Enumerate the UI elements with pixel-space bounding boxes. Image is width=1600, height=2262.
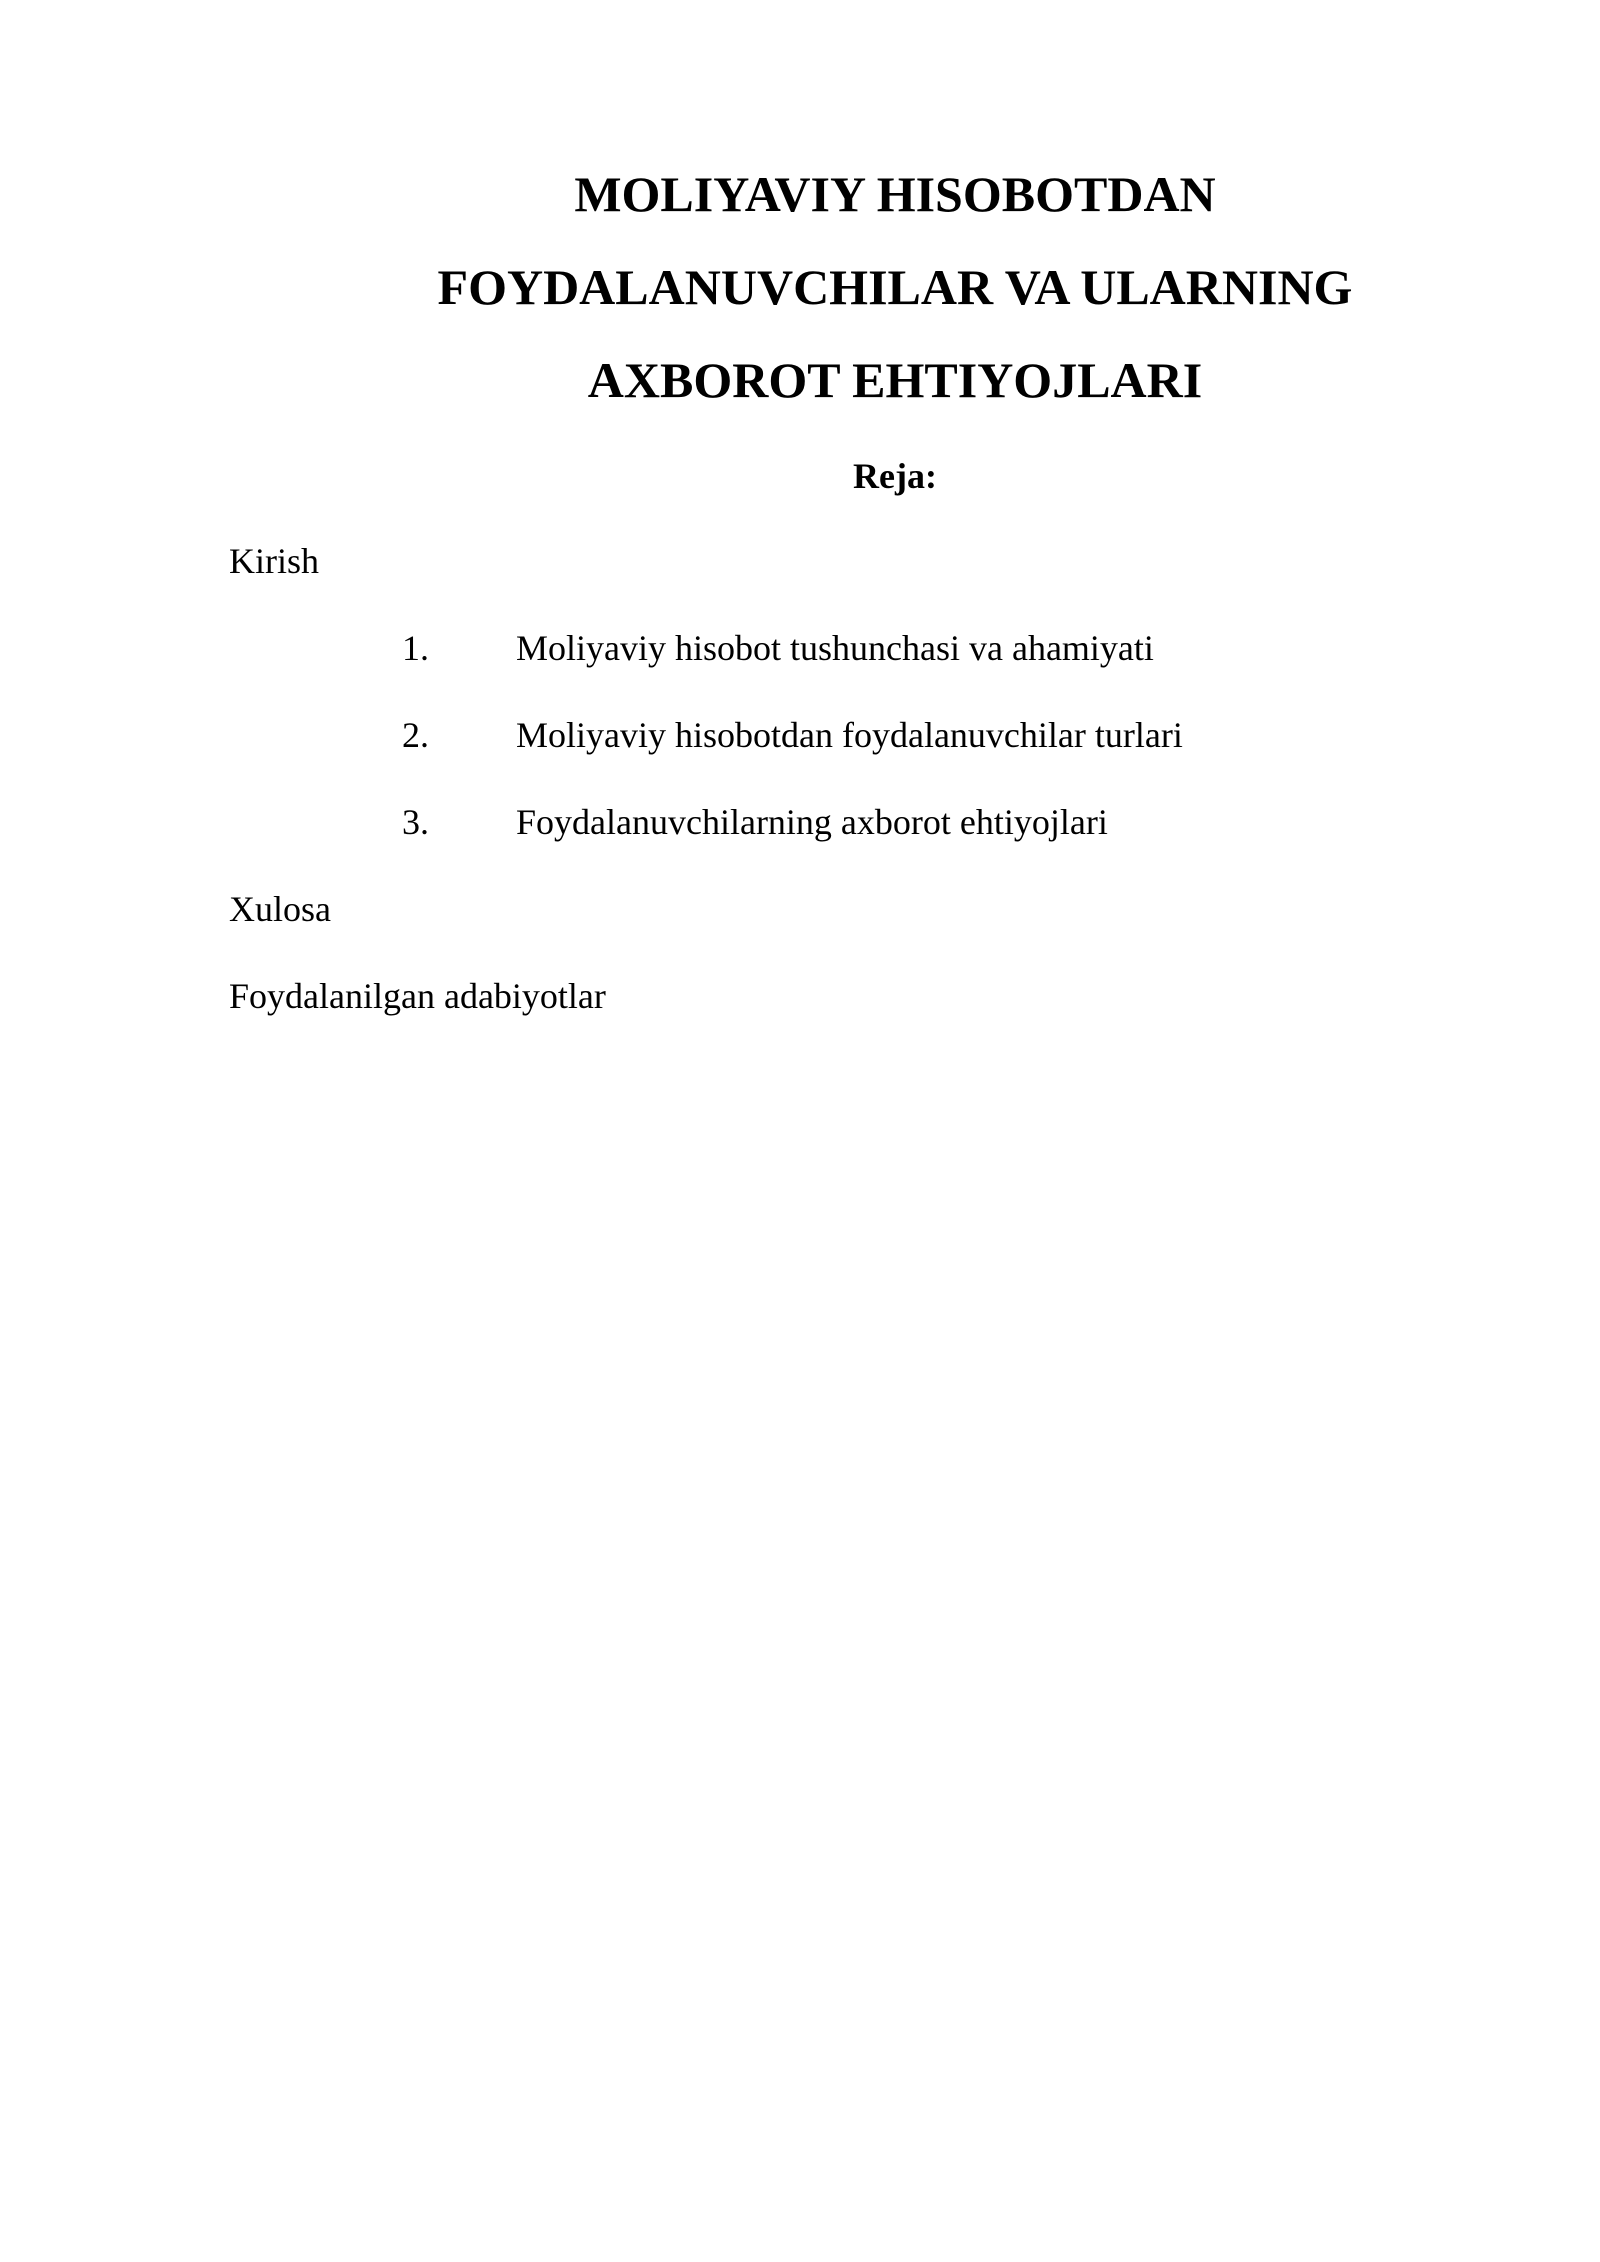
title-line: MOLIYAVIY HISOBOTDAN (574, 166, 1216, 222)
plan-list-item (402, 623, 1154, 673)
intro-item: Kirish (229, 541, 319, 581)
plan-list-item (402, 710, 1183, 760)
title-line: AXBOROT EHTIYOJLARI (587, 352, 1203, 408)
plan-item-number: 3. (402, 802, 429, 842)
plan-item-number: 2. (402, 715, 429, 755)
references-item: Foydalanilgan adabiyotlar (229, 976, 606, 1016)
plan-list-item (402, 797, 1108, 847)
plan-item-text: Moliyaviy hisobot tushunchasi va ahamiyati (516, 628, 1154, 668)
document-title (330, 148, 1460, 427)
conclusion-item: Xulosa (229, 889, 331, 929)
plan-item-number: 1. (402, 628, 429, 668)
title-line: FOYDALANUVCHILAR VA ULARNING (437, 259, 1353, 315)
plan-item-text: Moliyaviy hisobotdan foydalanuvchilar turlari (516, 715, 1183, 755)
plan-item-text: Foydalanuvchilarning axborot ehtiyojlari (516, 802, 1108, 842)
plan-heading: Reja: (853, 456, 937, 496)
